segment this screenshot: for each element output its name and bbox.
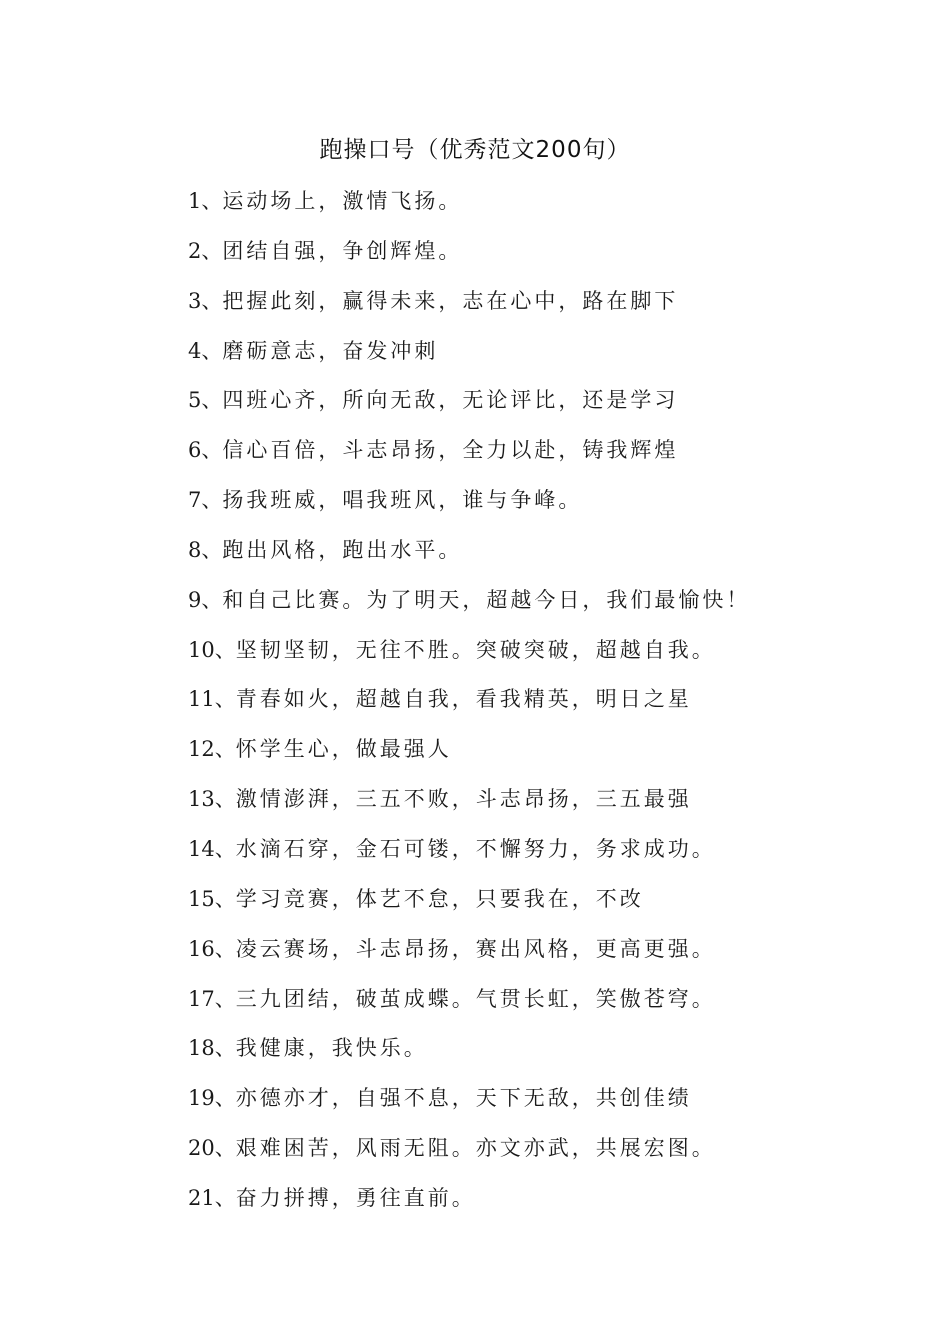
list-item <box>188 483 908 533</box>
item-text: 三九团结，破茧成蝶。气贯长虹，笑傲苍穹。 <box>235 986 716 1011</box>
item-number: 13、 <box>188 787 236 812</box>
list-item <box>188 782 908 832</box>
item-number: 21、 <box>188 1185 236 1210</box>
list-item <box>188 982 908 1032</box>
item-number: 3、 <box>188 288 223 313</box>
slogan-list <box>188 184 908 1231</box>
list-item <box>188 832 908 882</box>
list-item <box>188 932 908 982</box>
item-number: 6、 <box>188 438 223 463</box>
item-number: 8、 <box>188 537 223 562</box>
document-title: 跑操口号（优秀范文200句） <box>319 137 631 163</box>
list-item <box>188 633 908 683</box>
list-item <box>188 284 908 334</box>
list-item <box>188 1081 908 1131</box>
item-text: 水滴石穿，金石可镂，不懈努力，务求成功。 <box>235 836 716 861</box>
item-number: 18、 <box>188 1036 236 1061</box>
list-item <box>188 682 908 732</box>
item-number: 14、 <box>188 836 236 861</box>
list-item <box>188 1031 908 1081</box>
item-text: 激情澎湃，三五不败，斗志昂扬，三五最强 <box>235 787 692 812</box>
item-text: 扬我班威，唱我班风，谁与争峰。 <box>222 488 583 513</box>
item-text: 艰难困苦，风雨无阻。亦文亦武，共展宏图。 <box>235 1136 716 1161</box>
list-item <box>188 1181 908 1231</box>
list-item <box>188 383 908 433</box>
item-text: 我健康，我快乐。 <box>235 1036 428 1061</box>
item-text: 磨砺意志，奋发冲刺 <box>222 338 439 363</box>
list-item <box>188 234 908 284</box>
item-text: 运动场上，激情飞扬。 <box>222 189 463 213</box>
item-text: 怀学生心，做最强人 <box>235 737 452 762</box>
item-text: 团结自强，争创辉煌。 <box>222 238 463 263</box>
item-number: 17、 <box>188 986 236 1011</box>
item-text: 坚韧坚韧，无往不胜。突破突破，超越自我。 <box>235 637 716 662</box>
list-item <box>188 1131 908 1181</box>
item-text: 亦德亦才，自强不息，天下无敌，共创佳绩 <box>235 1086 692 1111</box>
item-number: 10、 <box>188 637 236 662</box>
list-item <box>188 732 908 782</box>
item-text: 凌云赛场，斗志昂扬，赛出风格，更高更强。 <box>235 936 716 961</box>
item-text: 和自己比赛。为了明天，超越今日，我们最愉快！ <box>222 587 751 612</box>
item-number: 15、 <box>188 886 236 911</box>
list-item <box>188 533 908 583</box>
item-text: 奋力拼搏，勇往直前。 <box>235 1185 476 1210</box>
list-item <box>188 882 908 932</box>
item-text: 跑出风格，跑出水平。 <box>222 537 463 562</box>
list-item <box>188 583 908 633</box>
item-text: 青春如火，超越自我，看我精英，明日之星 <box>235 687 692 712</box>
item-number: 19、 <box>188 1086 236 1111</box>
item-text: 学习竞赛，体艺不怠，只要我在，不改 <box>235 886 644 911</box>
item-number: 20、 <box>188 1136 236 1161</box>
item-number: 7、 <box>188 488 223 513</box>
item-text: 信心百倍，斗志昂扬，全力以赴，铸我辉煌 <box>222 438 679 463</box>
item-number: 11、 <box>188 687 236 712</box>
list-item <box>188 334 908 384</box>
item-text: 把握此刻，赢得未来，志在心中，路在脚下 <box>222 288 679 313</box>
item-number: 1、 <box>188 189 223 213</box>
list-item <box>188 184 908 234</box>
item-number: 2、 <box>188 238 223 263</box>
item-number: 4、 <box>188 338 223 363</box>
item-text: 四班心齐，所向无敌，无论评比，还是学习 <box>222 388 679 413</box>
item-number: 12、 <box>188 737 236 762</box>
item-number: 16、 <box>188 936 236 961</box>
item-number: 9、 <box>188 587 223 612</box>
list-item <box>188 433 908 483</box>
item-number: 5、 <box>188 388 223 413</box>
